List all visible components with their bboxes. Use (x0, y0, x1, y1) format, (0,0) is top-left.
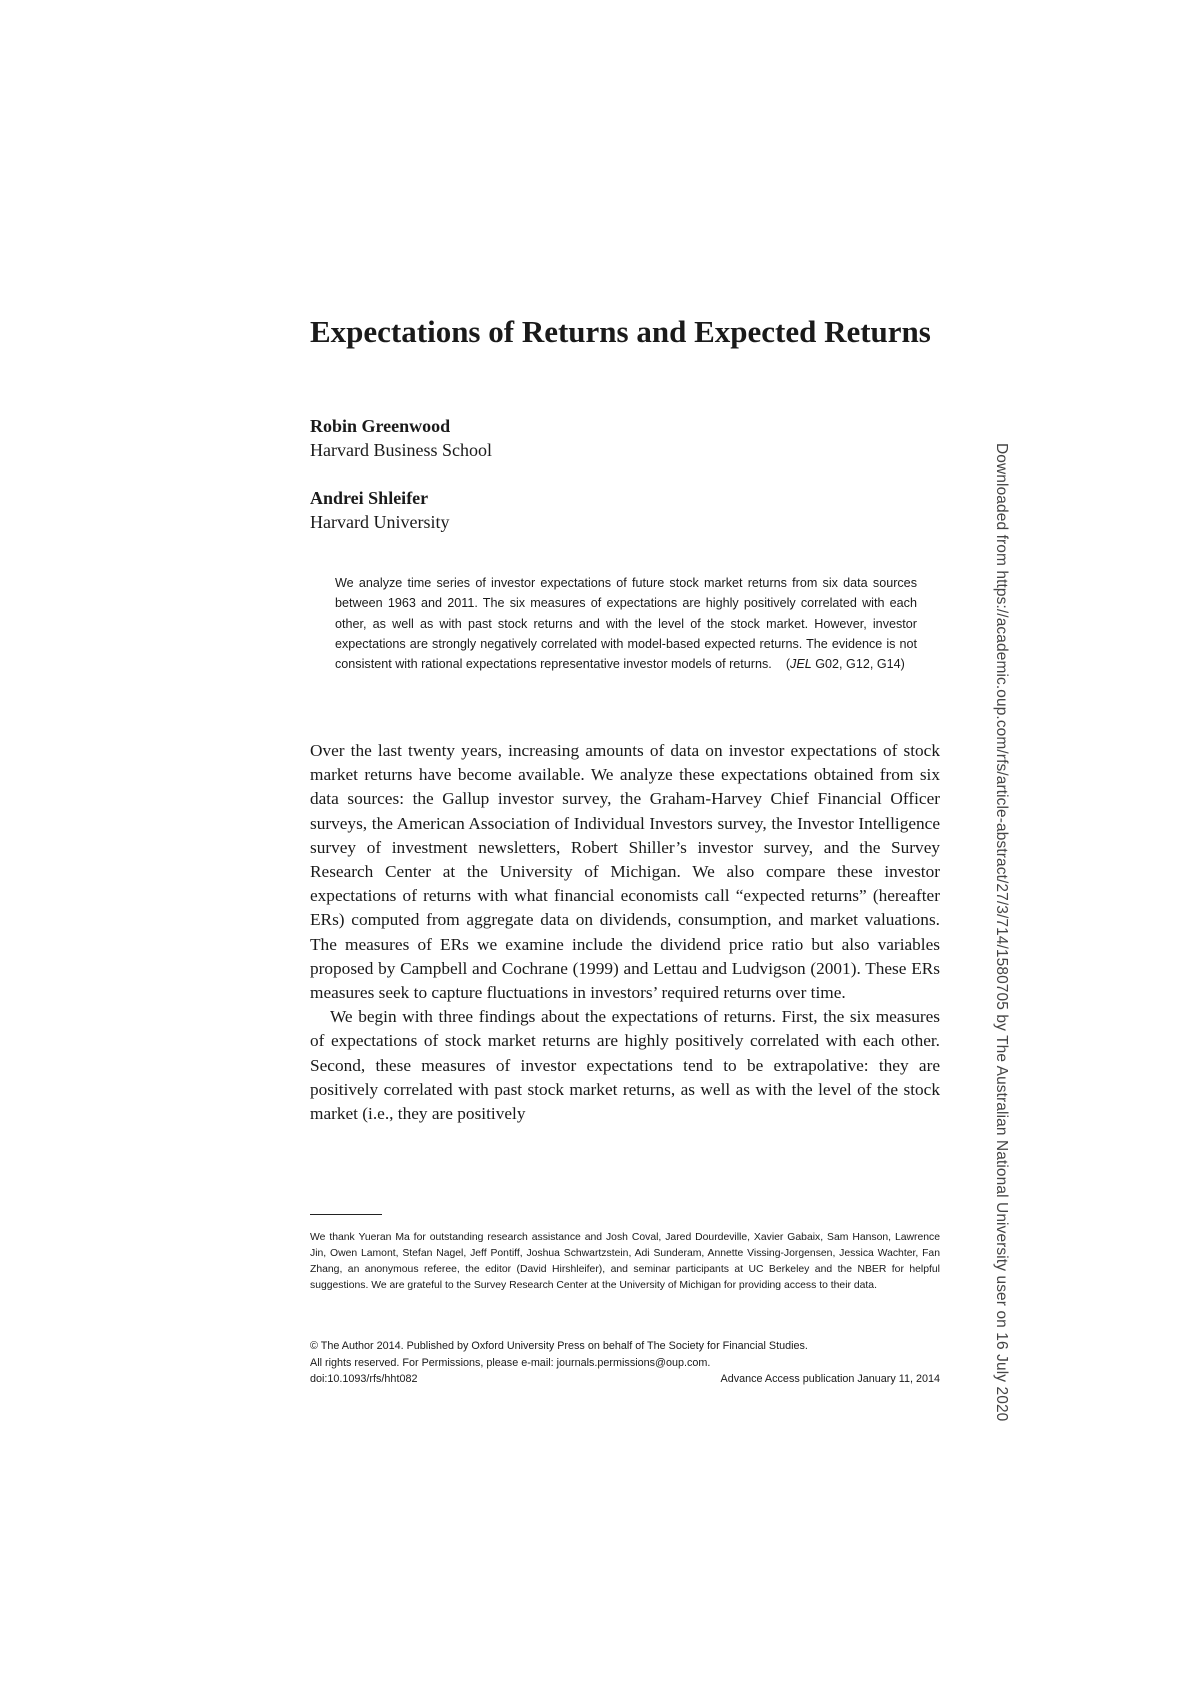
acknowledgment-footnote: We thank Yueran Ma for outstanding research assistance and Josh Coval, Jared Dourdeville, Xavier Gabaix, Sam Hanson, Lawrence Jin, Owen Lamont, Stefan Nagel, Jeff Pontiff, Joshua Schwartzstein, Adi Sunderam, Annette Vissing-Jorgensen, Jessica Wachter, Fan Zhang, an anonymous referee, the editor (David Hirshleifer), and seminar participants at UC Berkeley and the NBER for helpful suggestions. We are grateful to the Survey Research Center at the University of Michigan for providing access to their data. (310, 1232, 940, 1291)
body-paragraph: We begin with three findings about the expectations of returns. First, the six measures of expectations of stock market returns are highly positively correlated with each other. Second, these measures of investor expectations tend to be extrapolative: they are positively correlated with past stock market returns, as well as with the level of the stock market (i.e., they are positively (310, 1007, 940, 1124)
copyright-block (310, 1338, 940, 1388)
footnote-divider (310, 1214, 382, 1215)
author-affiliation: Harvard Business School (310, 440, 492, 460)
jel-label: JEL (790, 657, 812, 672)
author-name: Robin Greenwood (310, 416, 451, 436)
doi: doi:10.1093/rfs/hht082 (310, 1373, 418, 1385)
body-text (310, 739, 940, 1126)
abstract-text: We analyze time series of investor expectations of future stock market returns from six data sources between 1963 and 2011. The six measures of expectations are highly positively correlated with each other, as well as with past stock returns and with the level of the stock market. However, investor expectations are strongly negatively correlated with model-based expected returns. The evidence is not consistent with rational expectations representative investor models of returns. (335, 576, 917, 672)
jel-codes: G02, G12, G14 (815, 657, 901, 672)
author-affiliation: Harvard University (310, 512, 450, 532)
body-paragraph: Over the last twenty years, increasing amounts of data on investor expectations of stock market returns have become available. We analyze these expectations obtained from six data sources: the Gallup investor survey, the Graham-Harvey Chief Financial Officer surveys, the American Association of Individual Investors survey, the Investor Intelligence survey of investment newsletters, Robert Shiller’s investor survey, and the Survey Research Center at the University of Michigan. We also compare these investor expectations of returns with what financial economists call “expected returns” (hereafter ERs) computed from aggregate data on dividends, consumption, and market valuations. The measures of ERs we examine include the dividend price ratio but also variables proposed by Campbell and Cochrane (1999) and Lettau and Ludvigson (2001). These ERs measures seek to capture fluctuations in investors’ required returns over time. (310, 741, 940, 1003)
download-notice: Downloaded from https://academic.oup.com/rfs/article-abstract/27/3/714/1580705 by The Australian National University user on 16 July 2020 (993, 443, 1010, 1422)
author-block-2 (310, 486, 940, 534)
abstract (335, 573, 917, 674)
jel-classification: (JEL G02, G12, G14) (785, 657, 905, 672)
author-block-1 (310, 414, 940, 462)
copyright-line: © The Author 2014. Published by Oxford University Press on behalf of The Society for Financial Studies. (310, 1340, 808, 1352)
paper-title: Expectations of Returns and Expected Returns (310, 314, 931, 349)
author-name: Andrei Shleifer (310, 488, 429, 508)
permissions-line: All rights reserved. For Permissions, please e-mail: journals.permissions@oup.com. (310, 1356, 711, 1369)
doi-row (310, 1371, 940, 1388)
advance-access-date: Advance Access publication January 11, 2014 (720, 1373, 940, 1385)
